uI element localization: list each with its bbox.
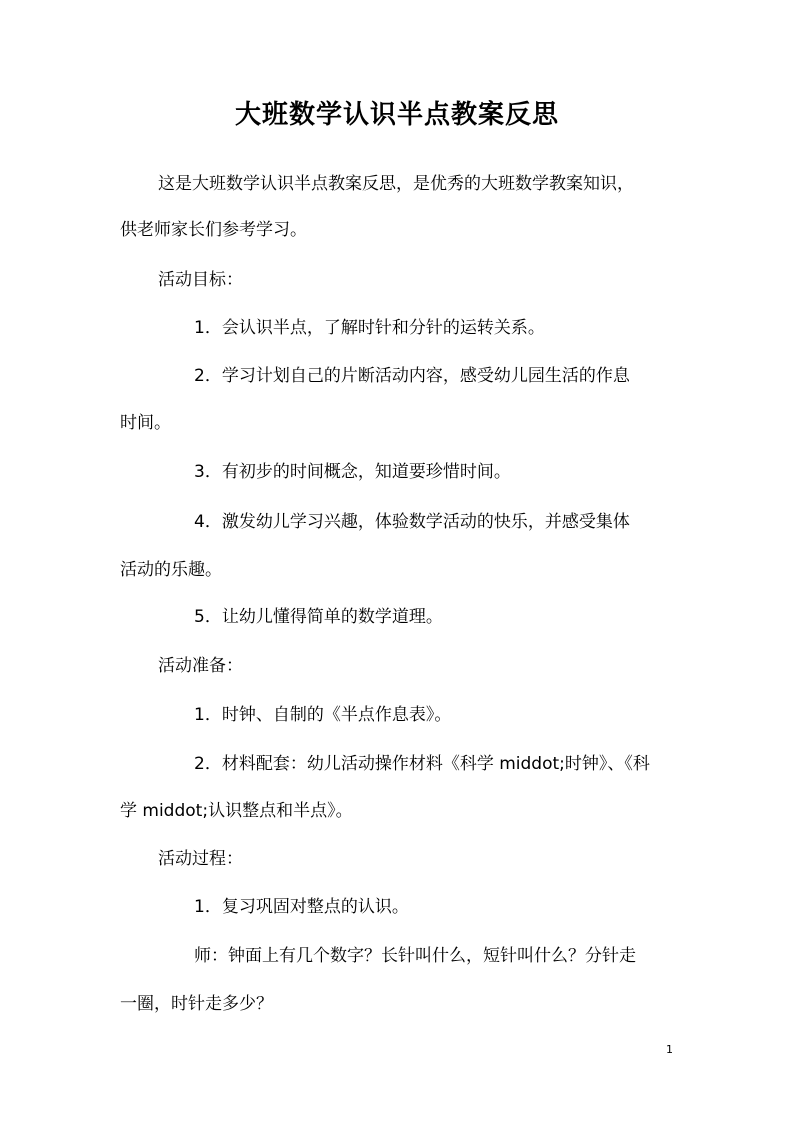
paragraph-line: 师：钟面上有几个数字？长针叫什么，短针叫什么？分针走 bbox=[194, 946, 636, 966]
section-heading-objectives: 活动目标： bbox=[158, 270, 243, 290]
list-item: 5．让幼儿懂得简单的数学道理。 bbox=[194, 607, 443, 627]
list-item: 2．材料配套：幼儿活动操作材料《科学 middot;时钟》、《科 bbox=[194, 754, 650, 774]
list-item: 1．时钟、自制的《半点作息表》。 bbox=[194, 705, 452, 725]
section-heading-preparation: 活动准备： bbox=[158, 656, 243, 676]
paragraph-line: 供老师家长们参考学习。 bbox=[120, 220, 307, 240]
section-heading-process: 活动过程： bbox=[158, 849, 243, 869]
paragraph-line: 这是大班数学认识半点教案反思，是优秀的大班数学教案知识， bbox=[158, 174, 634, 194]
paragraph-line: 学 middot;认识整点和半点》。 bbox=[120, 801, 353, 821]
list-item: 1．会认识半点，了解时针和分针的运转关系。 bbox=[194, 318, 545, 338]
list-item: 2．学习计划自己的片断活动内容，感受幼儿园生活的作息 bbox=[194, 366, 630, 386]
list-item: 4．激发幼儿学习兴趣，体验数学活动的快乐，并感受集体 bbox=[194, 512, 630, 532]
paragraph-line: 活动的乐趣。 bbox=[120, 560, 222, 580]
page-number: 1 bbox=[666, 1043, 673, 1056]
paragraph-line: 一圈，时针走多少？ bbox=[120, 994, 273, 1014]
list-item: 1．复习巩固对整点的认识。 bbox=[194, 897, 409, 917]
list-item: 3．有初步的时间概念，知道要珍惜时间。 bbox=[194, 462, 511, 482]
document-title: 大班数学认识半点教案反思 bbox=[234, 100, 559, 130]
paragraph-line: 时间。 bbox=[120, 413, 171, 433]
